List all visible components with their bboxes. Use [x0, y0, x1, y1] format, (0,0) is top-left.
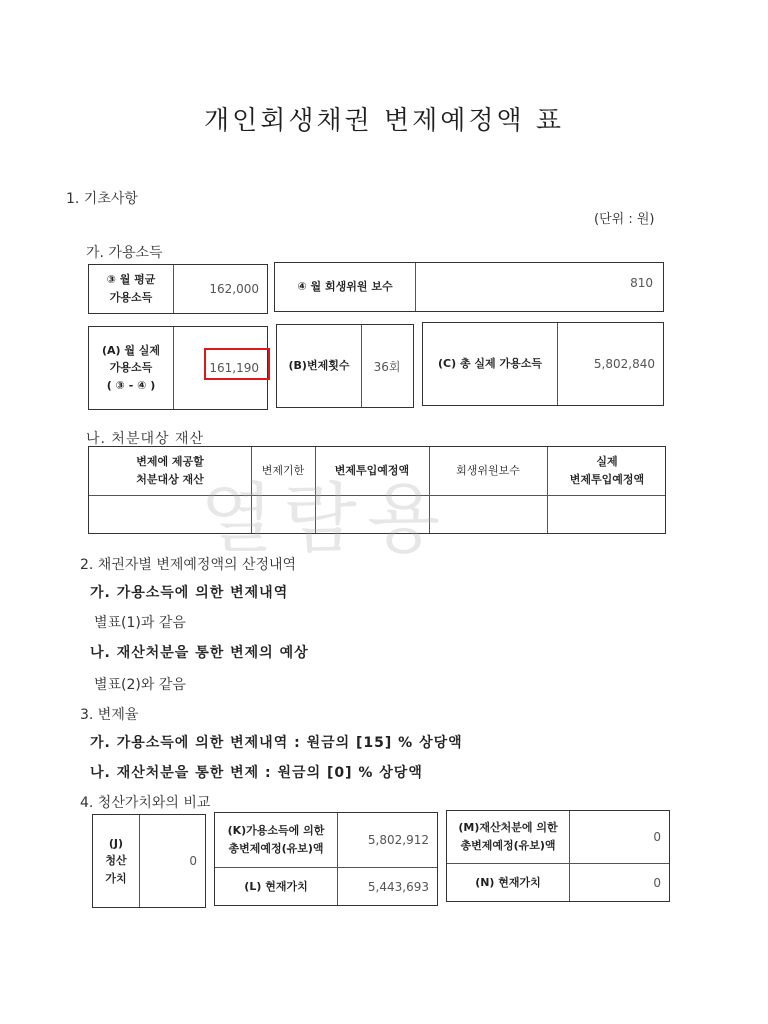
section3-line-b: 나. 재산처분을 통한 변제 : 원금의 [0] % 상당액 — [90, 765, 423, 781]
section2-sub-b-text: 별표(2)와 같음 — [94, 677, 186, 693]
total-income-box — [422, 322, 664, 406]
property-repayment-box — [446, 810, 670, 902]
section2-sub-a: 가. 가용소득에 의한 변제내역 — [90, 585, 289, 601]
section3-heading: 3. 변제율 — [80, 707, 139, 723]
payment-count-value: 36회 — [373, 359, 401, 374]
liquidation-value-label: (J) 청산 가치 — [105, 836, 127, 885]
section4-heading: 4. 청산가치와의 비교 — [80, 795, 211, 811]
highlight-box — [204, 348, 270, 380]
liquidation-value: 0 — [189, 854, 197, 868]
property-table — [88, 446, 666, 534]
avg-income-box — [88, 264, 268, 314]
income-repayment-label: (K)가용소득에 의한 총변제예정(유보)액 — [227, 824, 325, 855]
actual-income-value: 161,190 — [209, 361, 259, 375]
total-income-value: 5,802,840 — [593, 357, 655, 371]
income-present-value: 5,443,693 — [367, 880, 429, 894]
property-repayment-label: (M)재산처분에 의한 총변제예정(유보)액 — [458, 821, 558, 852]
property-header-deadline: 변제기한 — [261, 464, 305, 478]
section2-heading: 2. 채권자별 변제예정액의 산정내역 — [80, 557, 297, 573]
property-repayment-value: 0 — [653, 830, 661, 844]
unit-label: (단위 : 원) — [594, 212, 655, 227]
income-repayment-value: 5,802,912 — [367, 833, 429, 847]
section2-sub-a-text: 별표(1)과 같음 — [94, 615, 186, 631]
section3-line-a: 가. 가용소득에 의한 변제내역 : 원금의 [15] % 상당액 — [90, 735, 463, 751]
trustee-fee-value: 810 — [630, 276, 653, 290]
property-present-value-label: (N) 현재가치 — [475, 876, 541, 890]
trustee-fee-label: ④ 월 회생위원 보수 — [297, 280, 393, 294]
payment-count-box — [276, 324, 414, 408]
property-header-item: 변제에 제공할 처분대상 재산 — [136, 455, 204, 486]
section2-sub-b: 나. 재산처분을 통한 변제의 예상 — [90, 645, 309, 661]
property-present-value: 0 — [653, 876, 661, 890]
income-subheading: 가. 가용소득 — [86, 245, 163, 261]
avg-income-label: ③ 월 평균 가용소득 — [106, 273, 156, 304]
property-header-fee: 회생위원보수 — [456, 464, 520, 478]
income-present-value-label: (L) 현재가치 — [244, 880, 308, 894]
property-header-actual: 실제 변제투입예정액 — [569, 455, 645, 486]
total-income-label: (C) 총 실제 가용소득 — [438, 357, 542, 371]
liquidation-value-box — [92, 814, 206, 908]
payment-count-label: (B)변제횟수 — [288, 359, 350, 373]
avg-income-value: 162,000 — [209, 282, 259, 296]
trustee-fee-box — [274, 262, 664, 312]
watermark: 열람용 — [200, 474, 451, 563]
income-repayment-box — [214, 812, 438, 906]
section1-heading: 1. 기초사항 — [66, 191, 138, 207]
page-title: 개인회생채권 변제예정액 표 — [204, 106, 564, 136]
property-header-planned: 변제투입예정액 — [334, 464, 410, 478]
property-subheading: 나. 처분대상 재산 — [86, 431, 205, 447]
actual-income-label: (A) 월 실제 가용소득 ( ③ - ④ ) — [101, 343, 161, 392]
